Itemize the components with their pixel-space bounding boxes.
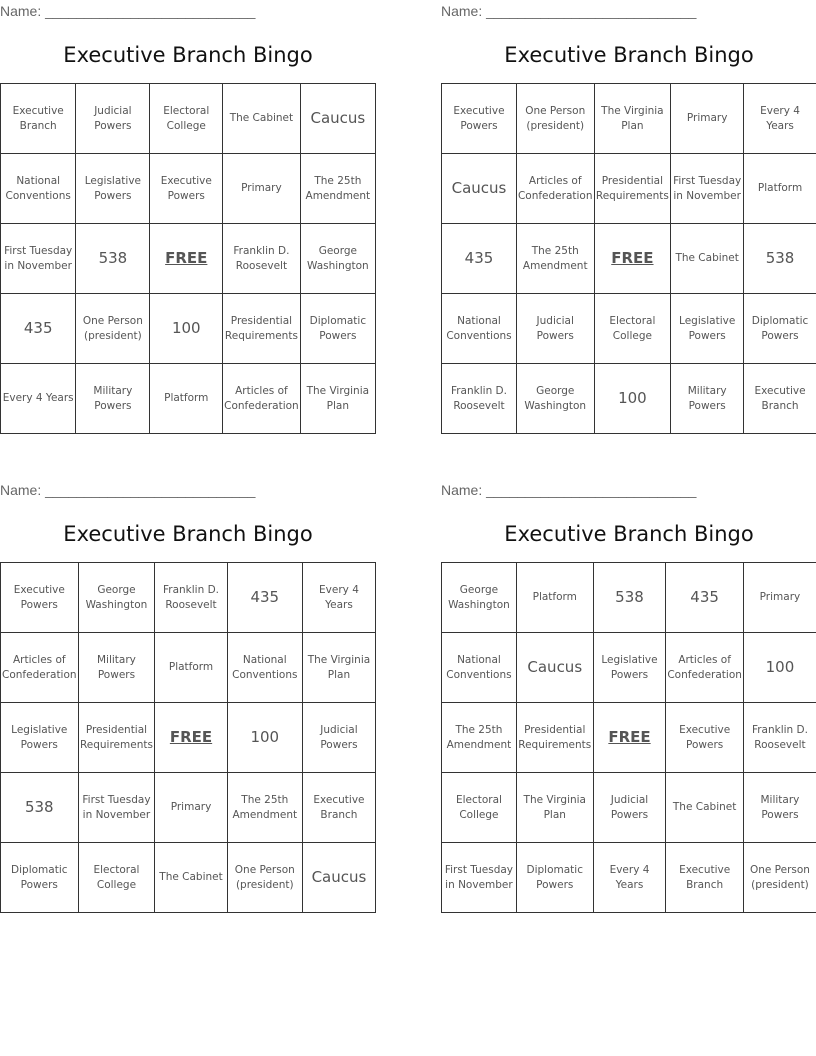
bingo-cell: Diplomatic Powers (1, 843, 79, 913)
bingo-cell: One Person (president) (516, 84, 594, 154)
bingo-cell: Platform (744, 154, 816, 224)
bingo-cell: Military Powers (78, 633, 155, 703)
grid-row (442, 703, 816, 773)
bingo-cell: One Person (president) (227, 843, 302, 913)
grid-row (1, 773, 376, 843)
bingo-cell: Executive Powers (666, 703, 744, 773)
bingo-cell: Caucus (516, 633, 593, 703)
bingo-cell: George Washington (300, 224, 375, 294)
bingo-cell: First Tuesday in November (1, 224, 76, 294)
grid-row (1, 84, 376, 154)
bingo-cell: George Washington (516, 364, 594, 434)
bingo-cell: 538 (1, 773, 79, 843)
bingo-cell: Franklin D. Roosevelt (155, 563, 227, 633)
bingo-cell: Electoral College (594, 294, 671, 364)
bingo-cell: Platform (155, 633, 227, 703)
bingo-cell: Legislative Powers (1, 703, 79, 773)
bingo-cell: The Virginia Plan (300, 364, 375, 434)
grid-row (442, 294, 816, 364)
bingo-cell: The Cabinet (671, 224, 744, 294)
bingo-cell: The 25th Amendment (227, 773, 302, 843)
bingo-cell: Articles of Confederation (516, 154, 594, 224)
bingo-cell: Executive Powers (150, 154, 223, 224)
bingo-cell: Judicial Powers (76, 84, 150, 154)
grid-row (1, 843, 376, 913)
bingo-cell: The Cabinet (155, 843, 227, 913)
bingo-cell: Franklin D. Roosevelt (442, 364, 517, 434)
bingo-cell: Franklin D. Roosevelt (223, 224, 301, 294)
grid-row (442, 364, 816, 434)
bingo-cell: Presidential Requirements (594, 154, 671, 224)
bingo-cell: 100 (150, 294, 223, 364)
bingo-cell: The 25th Amendment (442, 703, 517, 773)
bingo-cell: Executive Branch (1, 84, 76, 154)
grid-row (1, 633, 376, 703)
bingo-grid (0, 83, 376, 434)
grid-row (1, 294, 376, 364)
bingo-cell: Judicial Powers (516, 294, 594, 364)
bingo-cell: Articles of Confederation (223, 364, 301, 434)
bingo-cell: First Tuesday in November (78, 773, 155, 843)
bingo-cell: Caucus (300, 84, 375, 154)
grid-row (442, 154, 816, 224)
bingo-cell: George Washington (442, 563, 517, 633)
grid-row (442, 843, 816, 913)
bingo-cell: Diplomatic Powers (516, 843, 593, 913)
name-field[interactable]: Name: ___________________________ (0, 482, 256, 498)
bingo-cell: National Conventions (442, 294, 517, 364)
bingo-cell: FREE (594, 224, 671, 294)
bingo-cell: Legislative Powers (671, 294, 744, 364)
bingo-cell: Judicial Powers (302, 703, 375, 773)
bingo-cell: 100 (227, 703, 302, 773)
bingo-grid (441, 83, 816, 434)
bingo-cell: The Virginia Plan (516, 773, 593, 843)
card-title: Executive Branch Bingo (63, 522, 313, 546)
bingo-cell: Articles of Confederation (666, 633, 744, 703)
bingo-cell: 538 (76, 224, 150, 294)
bingo-cell: Electoral College (78, 843, 155, 913)
grid-row (442, 224, 816, 294)
bingo-cell: One Person (president) (743, 843, 816, 913)
bingo-cell: Presidential Requirements (516, 703, 593, 773)
bingo-cell: National Conventions (227, 633, 302, 703)
bingo-cell: Platform (516, 563, 593, 633)
bingo-cell: 538 (593, 563, 666, 633)
bingo-cell: Electoral College (150, 84, 223, 154)
name-field[interactable]: Name: ___________________________ (0, 3, 256, 19)
bingo-cell: Legislative Powers (593, 633, 666, 703)
bingo-cell: First Tuesday in November (671, 154, 744, 224)
name-field[interactable]: Name: ___________________________ (441, 482, 697, 498)
grid-row (442, 633, 816, 703)
bingo-cell: 435 (227, 563, 302, 633)
bingo-cell: Caucus (442, 154, 517, 224)
bingo-cell: National Conventions (1, 154, 76, 224)
grid-row (1, 563, 376, 633)
bingo-cell: Franklin D. Roosevelt (743, 703, 816, 773)
bingo-cell: The 25th Amendment (516, 224, 594, 294)
bingo-cell: Every 4 Years (744, 84, 816, 154)
bingo-cell: One Person (president) (76, 294, 150, 364)
bingo-grid (441, 562, 816, 913)
bingo-cell: FREE (593, 703, 666, 773)
bingo-grid (0, 562, 376, 913)
grid-row (1, 154, 376, 224)
bingo-cell: Primary (671, 84, 744, 154)
bingo-cell: Legislative Powers (76, 154, 150, 224)
bingo-cell: Judicial Powers (593, 773, 666, 843)
bingo-cell: The Virginia Plan (594, 84, 671, 154)
bingo-cell: Caucus (302, 843, 375, 913)
bingo-cell: 435 (666, 563, 744, 633)
bingo-cell: FREE (155, 703, 227, 773)
bingo-cell: Executive Powers (442, 84, 517, 154)
grid-row (1, 703, 376, 773)
bingo-cell: Executive Branch (302, 773, 375, 843)
bingo-cell: Every 4 Years (1, 364, 76, 434)
bingo-cell: Primary (155, 773, 227, 843)
card-title: Executive Branch Bingo (504, 522, 754, 546)
bingo-cell: First Tuesday in November (442, 843, 517, 913)
bingo-cell: Every 4 Years (593, 843, 666, 913)
bingo-cell: Articles of Confederation (1, 633, 79, 703)
grid-row (442, 563, 816, 633)
bingo-cell: 435 (442, 224, 517, 294)
grid-row (1, 364, 376, 434)
grid-row (1, 224, 376, 294)
bingo-cell: George Washington (78, 563, 155, 633)
bingo-cell: Presidential Requirements (78, 703, 155, 773)
bingo-cell: Platform (150, 364, 223, 434)
bingo-cell: Executive Powers (1, 563, 79, 633)
bingo-cell: The 25th Amendment (300, 154, 375, 224)
bingo-cell: Diplomatic Powers (300, 294, 375, 364)
card-title: Executive Branch Bingo (504, 43, 754, 67)
bingo-cell: 100 (594, 364, 671, 434)
grid-row (442, 773, 816, 843)
grid-row (442, 84, 816, 154)
bingo-cell: 100 (743, 633, 816, 703)
bingo-cell: Military Powers (671, 364, 744, 434)
bingo-cell: FREE (150, 224, 223, 294)
bingo-cell: Primary (743, 563, 816, 633)
name-field[interactable]: Name: ___________________________ (441, 3, 697, 19)
bingo-cell: The Virginia Plan (302, 633, 375, 703)
bingo-cell: Diplomatic Powers (744, 294, 816, 364)
bingo-cell: Electoral College (442, 773, 517, 843)
bingo-cell: Presidential Requirements (223, 294, 301, 364)
bingo-cell: Every 4 Years (302, 563, 375, 633)
bingo-cell: Military Powers (76, 364, 150, 434)
bingo-cell: 538 (744, 224, 816, 294)
bingo-cell: Executive Branch (744, 364, 816, 434)
bingo-cell: Primary (223, 154, 301, 224)
bingo-cell: Executive Branch (666, 843, 744, 913)
card-title: Executive Branch Bingo (63, 43, 313, 67)
bingo-cell: The Cabinet (666, 773, 744, 843)
bingo-cell: 435 (1, 294, 76, 364)
bingo-cell: National Conventions (442, 633, 517, 703)
bingo-cell: The Cabinet (223, 84, 301, 154)
bingo-cell: Military Powers (743, 773, 816, 843)
